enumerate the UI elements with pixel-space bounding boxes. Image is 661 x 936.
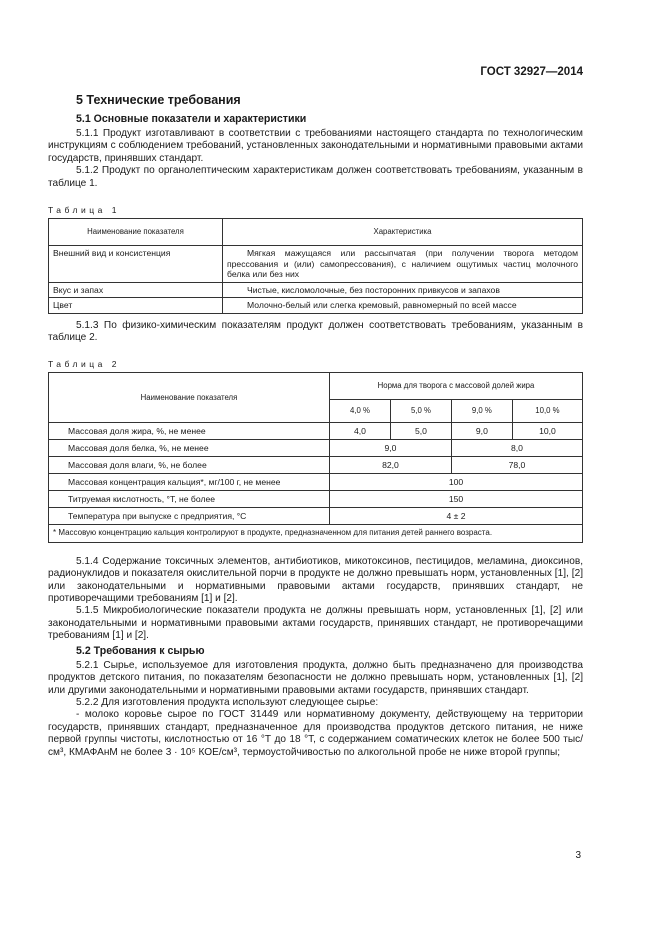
page-content [48,93,583,759]
table-cell: Массовая доля влаги, %, не более [49,457,330,474]
table-cell: Массовая концентрация кальция*, мг/100 г, не менее [49,474,330,491]
table-header-cell: Наименование показателя [49,219,223,246]
table-header-cell: 5,0 % [390,400,451,423]
table-cell: Массовая доля жира, %, не менее [49,423,330,440]
table-cell: Вкус и запах [49,282,223,298]
subsection-title-5-2: 5.2 Требования к сырью [76,644,205,657]
table-cell: Мягкая мажущаяся или рассыпчатая (при получении творога методом прессования и (или) самопрессования), с наличием ощутимых частиц молочного белка или без них [223,246,583,283]
table-cell: 100 [330,474,583,491]
paragraph-5-1-3: 5.1.3 По физико-химическим показателям продукт должен соответствовать требованиям, указанным в таблице 2. [48,319,583,343]
table-row [49,423,583,440]
table2-caption: Таблица 2 [48,359,120,370]
paragraph-5-2-2: 5.2.2 Для изготовления продукта используют следующее сырье: [76,696,379,708]
table-cell: 150 [330,491,583,508]
table-cell: 4,0 [330,423,391,440]
paragraph-5-1-4: 5.1.4 Содержание токсичных элементов, антибиотиков, микотоксинов, пестицидов, меламина, диоксинов, радионуклидов и показателя окислительной порчи в продукте не должно превышать норм, установленных [1], [2] или законодательными и нормативными правовыми актами государств, принявших стандарт, не противоречащими требованиям [1] и [2]. [48,555,583,605]
page-number: 3 [575,850,581,861]
table-cell: 9,0 [330,440,452,457]
table-2 [48,372,583,543]
paragraph-5-2-1: 5.2.1 Сырье, используемое для изготовления продукта, должно быть предназначено для производства продуктов детского питания, по показателям безопасности не должно превышать норм, установленных [1], [2] или другими законодательными и нормативными правовыми актами государств, принявших стандарт. [48,659,583,696]
paragraph-5-2-2-item: - молоко коровье сырое по ГОСТ 31449 или нормативному документу, действующему на территории государств, принявших стандарт, предназначенное для производства продуктов детского питания, не ниже первой группы чистоты, кислотностью от 16 °Т до 18 °Т, с содержанием соматических клеток не более 500 тыс/см³, КМАФАнМ не более 3 · 10⁵ КОЕ/см³, термоустойчивостью по алкогольной пробе не ниже второй группы; [48,709,583,758]
table-cell: 9,0 [451,423,512,440]
table-header-cell: 4,0 % [330,400,391,423]
table-row [49,298,583,314]
table-cell: 8,0 [451,440,582,457]
table-cell: 82,0 [330,457,452,474]
table-row [49,474,583,491]
table-header-cell: 9,0 % [451,400,512,423]
table-row [49,246,583,283]
table-cell: 4 ± 2 [330,508,583,525]
table-header-cell: Наименование показателя [49,373,330,423]
table-cell: 5,0 [390,423,451,440]
table-cell: 10,0 [512,423,582,440]
paragraph-5-1-2: 5.1.2 Продукт по органолептическим характеристикам должен соответствовать требованиям, указанным в таблице 1. [48,165,583,189]
table-row [49,282,583,298]
table-header-group: Норма для творога с массовой долей жира [330,373,583,400]
table-row [49,457,583,474]
document-header: ГОСТ 32927—2014 [480,66,583,78]
table-row [49,491,583,508]
table-footnote: * Массовую концентрацию кальция контролируют в продукте, предназначенном для питания детей раннего возраста. [49,525,583,543]
table-header-cell: Характеристика [223,219,583,246]
section-title: 5 Технические требования [76,93,241,107]
paragraph-5-1-5: 5.1.5 Микробиологические показатели продукта не должны превышать норм, установленных [1], [2] или законодательными и нормативными правовыми актами государств, принявших стандарт, не противоречащими требованиям [1] и [2]. [48,605,583,642]
subsection-title-5-1: 5.1 Основные показатели и характеристики [76,113,307,125]
table-cell: Цвет [49,298,223,314]
paragraph-5-1-1: 5.1.1 Продукт изготавливают в соответствии с требованиями настоящего стандарта по технологическим инструкциям с соблюдением требований, установленных законодательными и нормативными правовыми актами государств, принявших стандарт. [48,128,583,164]
table-footnote-row [49,525,583,543]
table-cell: Титруемая кислотность, °Т, не более [49,491,330,508]
table-header-row [49,373,583,400]
table-row [49,440,583,457]
table-header-row [49,219,583,246]
table-1 [48,218,583,314]
table-cell: Массовая доля белка, %, не менее [49,440,330,457]
table1-caption: Таблица 1 [48,205,120,216]
table-cell: Температура при выпуске с предприятия, °С [49,508,330,525]
table-cell: Внешний вид и консистенция [49,246,223,283]
table-cell: Молочно-белый или слегка кремовый, равномерный по всей массе [223,298,583,314]
table-header-cell: 10,0 % [512,400,582,423]
table-cell: Чистые, кисломолочные, без посторонних привкусов и запахов [223,282,583,298]
table-row [49,508,583,525]
table-cell: 78,0 [451,457,582,474]
